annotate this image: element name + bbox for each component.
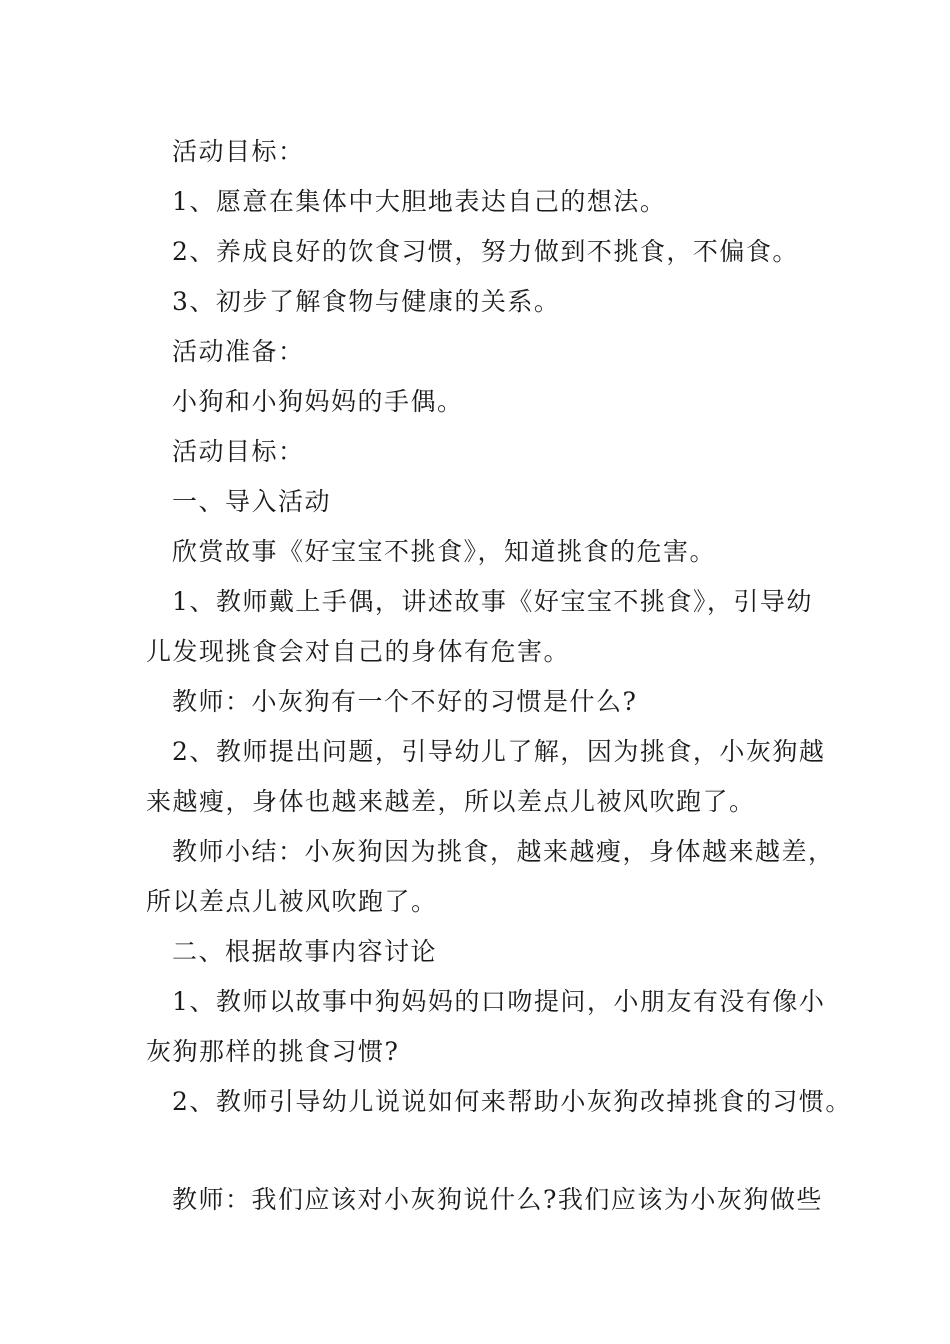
paragraph-line: 1、教师以故事中狗妈妈的口吻提问，小朋友有没有像小 [172, 987, 826, 1016]
paragraph-line: 1、教师戴上手偶，讲述故事《好宝宝不挑食》，引导幼 [172, 587, 813, 616]
section-heading-2: 二、根据故事内容讨论 [172, 937, 438, 966]
heading-activity-goals-2: 活动目标： [172, 437, 305, 466]
paragraph-line: 儿发现挑食会对自己的身体有危害。 [146, 637, 571, 666]
paragraph-line: 来越瘦，身体也越来越差，所以差点儿被风吹跑了。 [146, 787, 756, 816]
preparation-text: 小狗和小狗妈妈的手偶。 [172, 387, 464, 416]
paragraph-line: 教师小结：小灰狗因为挑食，越来越瘦，身体越来越差， [172, 837, 835, 866]
heading-activity-preparation: 活动准备： [172, 337, 305, 366]
paragraph-line: 教师：我们应该对小灰狗说什么?我们应该为小灰狗做些 [172, 1185, 823, 1214]
paragraph-line: 教师：小灰狗有一个不好的习惯是什么? [172, 687, 638, 716]
heading-activity-goals: 活动目标： [172, 137, 305, 166]
paragraph-line: 2、教师引导幼儿说说如何来帮助小灰狗改掉挑食的习惯。 [172, 1087, 852, 1116]
goal-item-3: 3、初步了解食物与健康的关系。 [172, 287, 561, 316]
paragraph-line: 欣赏故事《好宝宝不挑食》，知道挑食的危害。 [172, 537, 717, 566]
goal-item-2: 2、养成良好的饮食习惯，努力做到不挑食，不偏食。 [172, 237, 799, 266]
paragraph-line: 2、教师提出问题，引导幼儿了解，因为挑食，小灰狗越 [172, 737, 826, 766]
section-heading-1: 一、导入活动 [172, 487, 332, 516]
paragraph-line: 灰狗那样的挑食习惯? [146, 1037, 400, 1066]
paragraph-line: 所以差点儿被风吹跑了。 [146, 887, 438, 916]
goal-item-1: 1、愿意在集体中大胆地表达自己的想法。 [172, 187, 667, 216]
